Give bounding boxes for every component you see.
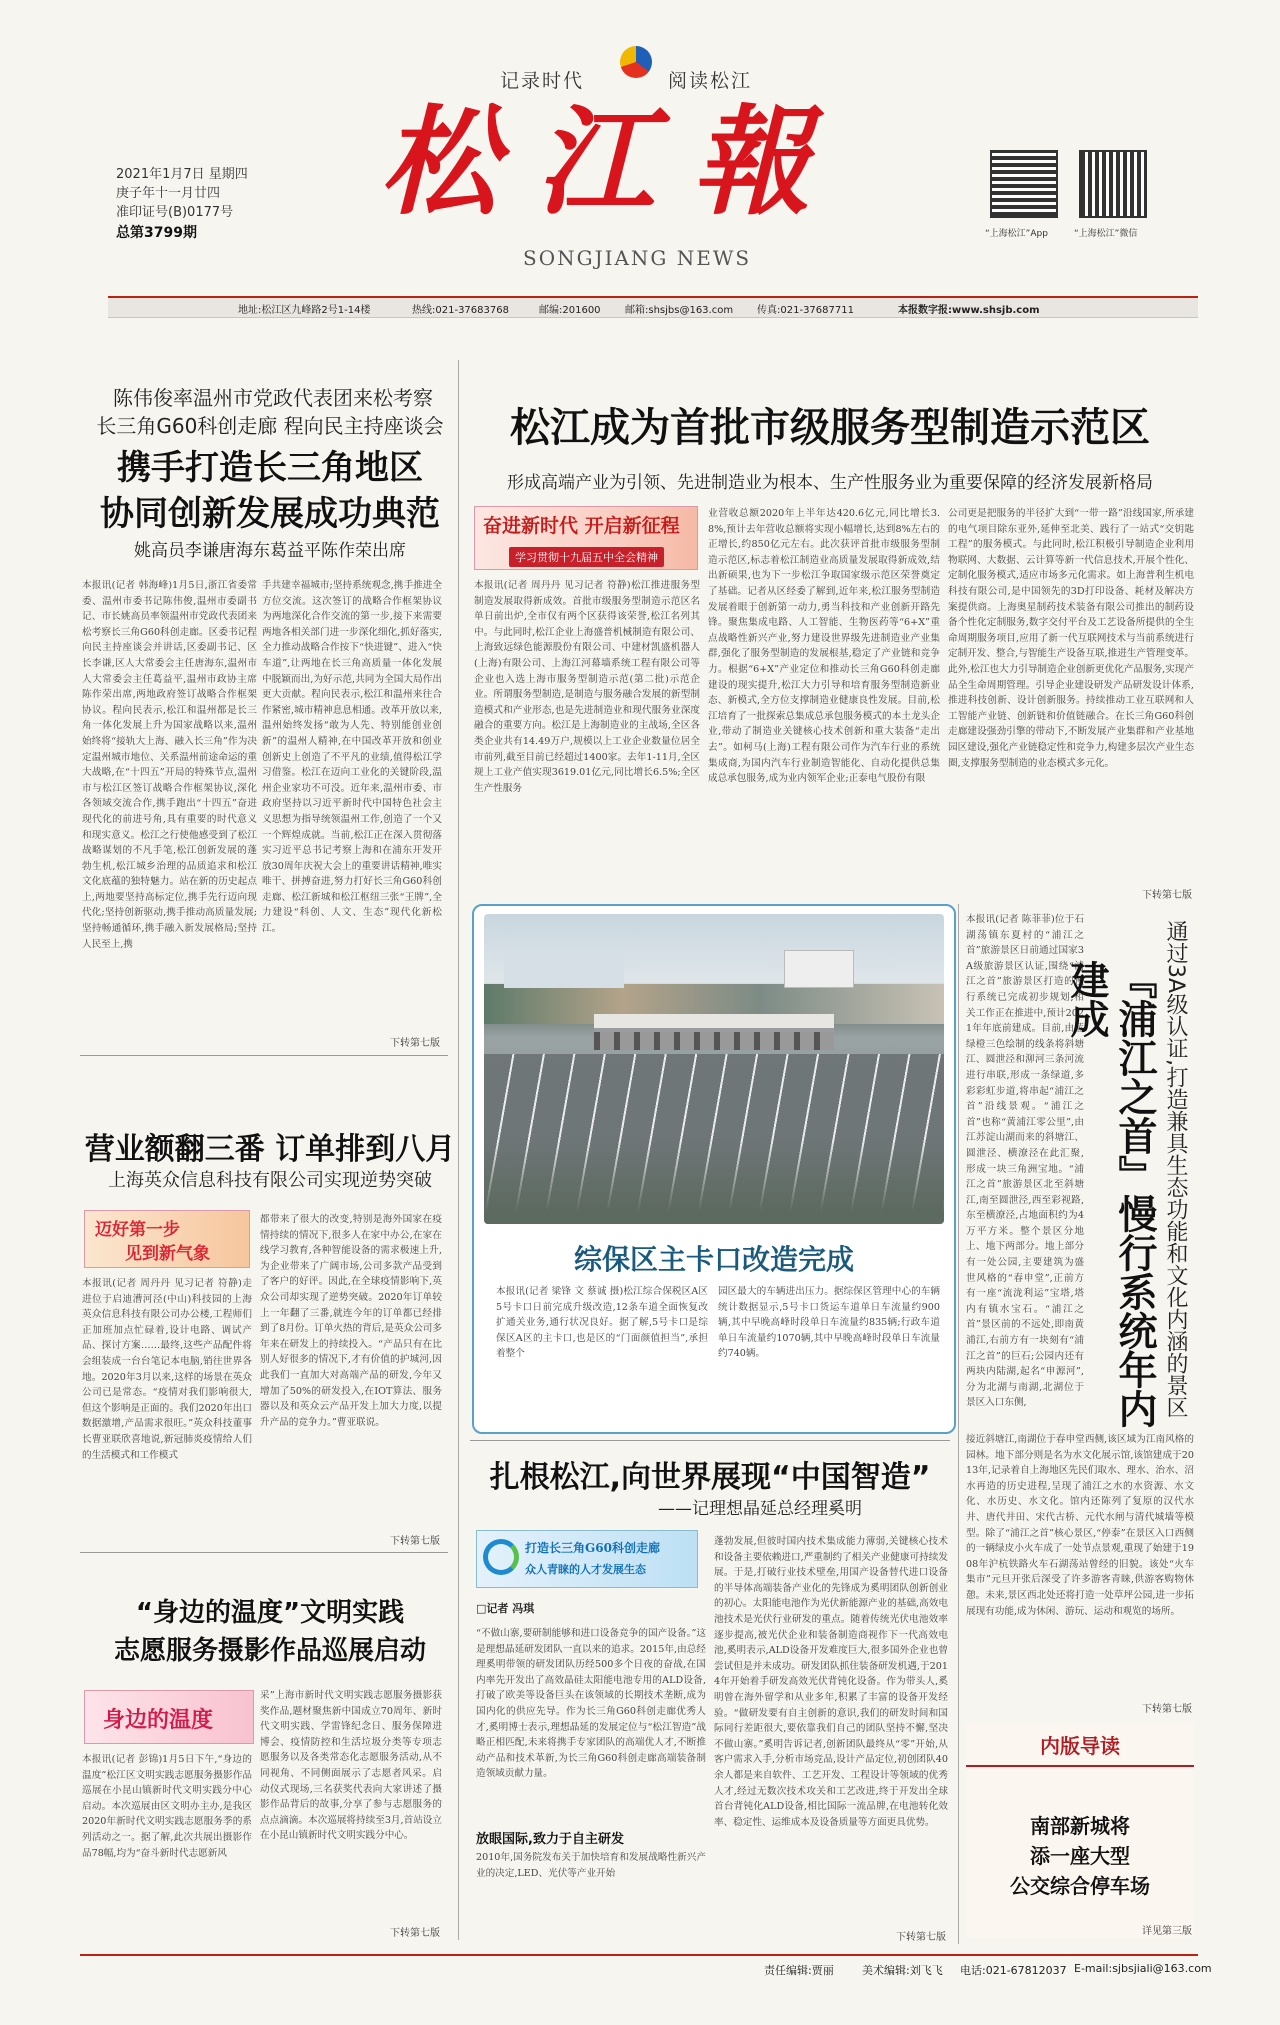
banner-line-2: 众人青睐的人才发展生态 <box>525 1563 646 1576</box>
footer-phone: 电话:021-67812037 <box>960 1964 1067 1977</box>
story3-body-col1: 本报讯(记者 彭锦)1月5日下午,“身边的温度”松江区文明实践志愿服务摄影作品巡展在小昆山镇新时代文明实践分中心启动。本次巡展由区文明办主办,是我区2020年新时代文明实践志愿服务季的系列活动之一。据了解,此次共展出摄影作品78幅,均为“奋斗新时代志愿新风 <box>82 1754 252 1859</box>
slogan-right: 阅读松江 <box>668 70 753 92</box>
story5-subheadline: ——记理想晶延总经理奚明 <box>658 1499 862 1519</box>
story3-banner <box>84 1690 254 1744</box>
lead-body-col1: 本报讯(记者 韩海峰)1月5日,浙江省委常委、温州市委书记陈伟俊,温州市委副书记、市长姚高员率领温州市党政代表团来松考察长三角G60科创走廊。区委书记程向民主持座谈会并讲话,区委副书记、区长李谦,区人大常委会主任唐海东,温州市人大常委会主任葛益平,温州市政协主席陈作荣出席,两地政府签订战略合作框架协议。程向民表示,松江和温州都是长三角一体化发展上升为国家战略以来,温州始终将“接轨大上海、融入长三角”作为决定温州城市地位、关系温州前途命运的重大战略,在“十四五”开局的特殊节点,温州市与松江区签订战略合作框架协议,深化各领域交流合作,携手跑出“十四五”奋进现代化的前进号角,具有重要的时代意义和现实意义。松江之行使他感受到了松江战略谋划的不凡手笔,松江创新发展的蓬勃生机,松江城乡治理的品质追求和松江文化底蕴的独特魅力。站在新的历史起点上,两地要坚持高标定位,携手先行迈向现代化;坚持创新驱动,携手推动高质量发展;坚持畅通循环,携手融入新发展格局;坚持人民至上,携 <box>82 580 257 950</box>
customs-checkpoint-photo <box>484 914 944 1224</box>
guide-header: 内版导读 <box>966 1730 1194 1767</box>
masthead-title-en: SONGJIANG NEWS <box>523 246 752 270</box>
info-email: 邮箱:shsjbs@163.com <box>625 305 734 316</box>
story4-vertical-headline: 『浦江之首』慢行系统年内建成 <box>1064 960 1157 1428</box>
story4-body-col2: 接近斜塘江,南湖位于春申堂西侧,该区域为江南风格的园林。地下部分则是名为水文化展示馆,该馆建成于2013年,记录着自上海地区先民们取水、理水、治水、沼水再造的历史进程,呈现了浦江之水的水资源、水文化、水历史、水文化。馆内还陈列了复原的汉代水井、唐代井田、宋代古桥、元代水闸与清代城墙等模型。除了“浦江之首”核心景区,“停泰”在景区入口西侧的一辆绿皮小火车成了一处节点景观,重现了始建于1908年沪杭铁路火车石湖荡站曾经的旧貌。该处“火车集市”元旦开张后深受了许多游客青睐,供游客购物休憩。未来,景区西北处还将打造一处草坪公园,进一步拓展现有功能,成为休闲、游玩、运动和观览的场所。 <box>966 1434 1194 1617</box>
banner-text: 身边的温度 <box>103 1707 214 1733</box>
story5-body-col2: 2010年,国务院发布关于加快培育和发展战略性新兴产业的决定,LED、光伏等产业开始 <box>476 1852 706 1879</box>
story3-headline-2: 志愿服务摄影作品巡展启动 <box>113 1636 426 1666</box>
main-body-col2: 业营收总额2020年上半年达420.6亿元,同比增长3.8%,预计去年营收总额将实现小幅增长,达到8%左右的正增长,约850亿元左右。此次获评首批市级服务型制造示范区,标志着松江制造业高质量发展取得新成效,结出新硕果,也为下一步松江争取国家级示范区荣誉奠定了基础。记者从区经委了解到,近年来,松江服务型制造发展着眼于创新第一动力,勇当科技和产业创新开路先锋。聚焦集成电路、人工智能、生物医药等“6+X”重点战略性新兴产业,努力建设世界级先进制造业产业集群,强化了服务型制造的发展根基,稳定了产业链和竞争力。根据“6+X”产业定位和推动长三角G60科创走廊建设的现实提升,松江大力引导和培育服务型制造新业态、新模式,全方位支撑制造业健康良性发展。目前,松江培育了一批探索总集成总承包服务模式的本土龙头企业,带动了制造业关键核心技术创新和重大装备“走出去”。如柯马(上海)工程有限公司作为汽车行业的系统集成商,为国内汽车行业制造智能化、自动化提供总集成总承包服务,成为业内领军企业;正泰电气股份有限 <box>708 508 940 785</box>
info-hotline: 热线:021-37683768 <box>412 305 509 316</box>
newspaper-logo-emblem <box>620 46 652 78</box>
permit-number: 准印证号(B)0177号 <box>116 205 234 220</box>
banner-line-1: 打造长三角G60科创走廊 <box>525 1541 660 1555</box>
story5-banner <box>476 1530 698 1588</box>
banner-swirl-icon <box>483 1539 519 1575</box>
lead-headline-2: 协同创新发展成功典范 <box>100 494 440 534</box>
banner-line-2: 学习贯彻十九届五中全会精神 <box>509 547 664 567</box>
story4-continue[interactable]: 下转第七版 <box>1142 1704 1192 1715</box>
lead-continue[interactable]: 下转第七版 <box>390 1038 440 1049</box>
info-fax: 传真:021-37687711 <box>757 305 854 316</box>
main-subheadline: 形成高端产业为引领、先进制造业为根本、生产性服务业为重要保障的经济发展新格局 <box>507 473 1153 493</box>
column-divider <box>458 360 459 1940</box>
photo-headline: 综保区主卡口改造完成 <box>573 1243 854 1276</box>
story5-byline: □记者 冯琪 <box>476 1602 535 1615</box>
guide-item-line-3[interactable]: 公交综合停车场 <box>1010 1874 1150 1898</box>
banner-line-1: 迈好第一步 <box>95 1220 180 1240</box>
story5-section-heading: 放眼国际,致力于自主研发 <box>476 1832 624 1847</box>
lead-kicker-2: 长三角G60科创走廊 程向民主持座谈会 <box>96 414 444 438</box>
banner-line-2: 见到新气象 <box>125 1244 210 1264</box>
story5-continue[interactable]: 下转第七版 <box>896 1932 946 1943</box>
photo-caption-col1: 本报讯(记者 梁锋 文 蔡诚 摄)松江综合保税区A区5号卡口日前完成升级改造,12条车道全面恢复改扩通关业务,通行状况良好。据了解,5号卡口是综保区A区的主卡口,也是区的“门面颜值担当”,承担着整个 <box>496 1286 708 1360</box>
footer-editor: 责任编辑:贾丽 <box>764 1964 834 1977</box>
info-address: 地址:松江区九峰路2号1-14楼 <box>238 305 371 316</box>
slogan-left: 记录时代 <box>500 70 585 92</box>
info-digital-edition: 本报数字报:www.shsjb.com <box>898 305 1040 316</box>
story2-subheadline: 上海英众信息科技有限公司实现逆势突破 <box>108 1170 432 1191</box>
column-divider <box>958 904 959 1944</box>
lead-kicker-1: 陈伟俊率温州市党政代表团来松考察 <box>113 386 433 410</box>
main-body-col3: 公司更是把服务的半径扩大到“一带一路”沿线国家,所承建的电气项目除东亚外,延伸至北美、践行了一站式“交钥匙工程”的服务模式。与此同时,松江积极引导制造企业利用物联网、大数据、云计算等新一代信息技术,开展个性化、定制化服务模式,适应市场多元化需求。如上海普利生机电科技有限公司,是中国领先的3D打印设备、耗材及解决方案提供商。上海奥星制药技术装备有限公司推出的制药设备个性化定制服务,数字交付平台及工艺设备所提供的全生命周期服务项目,应用了新一代互联网技术与当前系统进行定制开发、整合,与智能生产设备互联,推进生产管理变革。此外,松江也大力引导制造企业创新更优化产品服务,实现产品全生命周期管理。引导企业建设研发产品研发设计体系,推进科技创新、设计创新服务。持续推动工业互联网和人工智能产业链、创新链和价值链融合。在长三角G60科创走廊建设强劲引擎的带动下,不断发展产业集群和产业基地园区建设,强化产业链稳定性和竞争力,构建多层次产业生态圈,支撑服务型制造的业态模式多元化。 <box>948 508 1194 769</box>
issue-number: 总第3799期 <box>116 225 197 241</box>
qr-code-wechat[interactable] <box>1081 152 1145 216</box>
info-postcode: 邮编:201600 <box>539 305 601 316</box>
main-continue[interactable]: 下转第七版 <box>1142 890 1192 901</box>
divider <box>470 1440 950 1441</box>
banner-line-1: 奋进新时代 开启新征程 <box>483 515 680 537</box>
qr-label-app: “上海松江”App <box>985 229 1048 239</box>
lead-subheadline: 姚高员李谦唐海东葛益平陈作荣出席 <box>134 541 406 561</box>
story5-headline: 扎根松江,向世界展现“中国智造” <box>489 1460 931 1495</box>
issue-date: 2021年1月7日 星期四 <box>116 167 248 182</box>
story4-body-col1: 本报讯(记者 陈菲菲)位于石湖荡镇东夏村的“浦江之首”旅游景区日前通过国家3A级旅游景区认证,围绕“浦江之首”旅游景区打造的慢行系统已完成初步规划,相关工作正在推进中,预计2021年年底前建成。目前,由蓝绿橙三色绘制的线条将斜塘江、圆泄泾和泖河三条河流进行串联,形成一条绿道,多彩彩虹步道,将串起“浦江之首”沿线景观。“浦江之首”也称“黄浦江零公里”,由江苏淀山湖而来的斜塘江、圆泄泾、横潦泾在此汇聚,形成一块三角洲宝地。“浦江之首”旅游景区北至斜塘江,南至圆泄泾,西至彩视路,东至横潦泾,占地面积约为4万平方米。整个景区分地上、地下两部分。地上部分有一处公园,主要建筑为盛世风格的“春申堂”,正前方有一座“流泷利运”宝塔,塔内有镇水宝石。“浦江之首”景区前的不远处,即南黄浦江,右前方有一块刻有“浦江之首”的巨石;公园内还有两块内陆湖,起名“申源河”,分为北湖与南湖,北湖位于景区入口东侧, <box>966 914 1084 1409</box>
footer-art-editor: 美术编辑:刘飞飞 <box>862 1964 943 1977</box>
guide-item-line-1[interactable]: 南部新城将 <box>1030 1814 1130 1838</box>
qr-code-app[interactable] <box>992 152 1056 216</box>
footer-rule <box>80 1954 1198 1956</box>
qr-label-wechat: “上海松江”微信 <box>1074 229 1138 239</box>
main-headline: 松江成为首批市级服务型制造示范区 <box>510 405 1150 451</box>
story3-body-col2: 采”上海市新时代文明实践志愿服务摄影获奖作品,题材聚焦新中国成立70周年、新时代文明实践、学雷锋纪念日、服务保障进博会、疫情防控和生活垃圾分类等专项志愿服务以及各类常态化志愿服务活动,从不同视角、不同侧面展示了志愿者风采。启动仪式现场,三名获奖代表向大家讲述了摄影作品背后的故事,分享了参与志愿服务的点点滴滴。本次巡展将持续至3月,首站设立在小昆山镇新时代文明实践分中心。 <box>260 1690 442 1842</box>
lead-headline-1: 携手打造长三角地区 <box>117 448 423 488</box>
story2-body-col2: 都带来了很大的改变,特别是海外国家在疫情持续的情况下,很多人在家中办公,在家在线学习教育,各种智能设备的需求极速上升,为企业带来了广阔市场,公司多款产品受到了客户的好评。因此,在全球疫情影响下,英众公司却实现了逆势突破。2020年订单较上一年翻了三番,就连今年的订单都已经排到了8月份。订单火热的背后,是英众公司多年来在研发上的持续投入。“产品只有在比别人好很多的情况下,才有价值的护城河,因此我们一直加大对高端产品的研发,今年又增加了50%的研发投入,在IOT算法、服务器以及和英众云产品开发上加大力度,以提升产品的竞争力。”曹亚联说。 <box>260 1214 442 1428</box>
guide-item-line-2[interactable]: 添一座大型 <box>1030 1844 1130 1868</box>
story2-body-col1: 本报讯(记者 周丹丹 见习记者 符静)走进位于启迪漕河泾(中山)科技园的上海英众信息科技有限公司办公楼,工程师们正加班加点忙碌着,设计电路、调试产品、探讨方案……最终,这些产品配件将会组装成一台台笔记本电脑,销往世界各地。2020年3月以来,这样的场景在英众公司已是常态。“疫情对我们影响很大,但这个影响是正面的。我们2020年出口数据激增,产品需求很旺。”英众科技董事长曹亚联欣喜地说,新冠肺炎疫情给人们的生活模式和工作模式 <box>82 1278 252 1461</box>
divider <box>80 1552 448 1553</box>
masthead-title: 松江報 <box>380 92 849 231</box>
guide-more-link[interactable]: 详见第三版 <box>1142 1926 1192 1937</box>
divider <box>80 1055 448 1056</box>
story2-continue[interactable]: 下转第七版 <box>390 1536 440 1547</box>
lead-body-col2: 手共建幸福城市;坚持系统观念,携手推进全方位交流。这次签订的战略合作框架协议为两地深化合作交流的第一步,接下来需要两地各相关部门进一步深化细化,抓好落实,全力推动战略合作按下“快进键”、进入“快车道”,让两地在长三角高质量一体化发展中脱颖而出,为好示范,共同为全国大局作出更大贡献。程向民表示,松江和温州来往合作紧密,城市精神息息相通。改革开放以来,温州始终发扬“敢为人先、特别能创业创新”的温州人精神,在中国改革开放和创业创新史上创造了不平凡的业绩,值得松江学习借鉴。松江在迈向工业化的关键阶段,温州企业家功不可没。近年来,温州市委、市政府坚持以习近平新时代中国特色社会主义思想为指导统领温州工作,创造了一个又一个辉煌成就。当前,松江正在深入贯彻落实习近平总书记考察上海和在浦东开发开放30周年庆祝大会上的重要讲话精神,唯实唯干、拼搏奋进,努力打好长三角G60科创走廊、松江新城和松江枢纽三张“王牌”,全力建设“科创、人文、生态”现代化新松江。 <box>262 580 442 935</box>
story3-headline-1: “身边的温度”文明实践 <box>135 1598 405 1628</box>
photo-caption-col2: 园区最大的车辆进出压力。据综保区管理中心的车辆统计数据显示,5号卡口货运车道单日车流量约900辆,其中早晚高峰时段单日车流量约835辆;行政车道单日车流量约1070辆,其中早晚高峰时段单日车流量约740辆。 <box>718 1286 940 1360</box>
footer-email: E-mail:sjbsjiali@163.com <box>1074 1962 1212 1975</box>
story3-continue[interactable]: 下转第七版 <box>390 1928 440 1939</box>
main-body-col1: 本报讯(记者 周丹丹 见习记者 符静)松江推进服务型制造发展取得新成效。首批市级服务型制造示范区名单日前出炉,全市仅有两个区获得该荣誉,松江名列其中。与此同时,松江企业上海盛普机械制造有限公司、上海致远绿色能源股份有限公司、中建材凯盛机器人(上海)有限公司、上海江河幕墙系统工程有限公司等企业也入选上海市服务型制造示范(第二批)示范企业。所谓服务型制造,是制造与服务融合发展的新型制造模式和产业形态,也是先进制造业和现代服务业深度融合的重要方向。松江是上海制造业的主战场,全区各类企业共有14.49万户,规模以上工业企业数量位居全市前列,截至目前已经超过1400家。去年1-11月,全区规上工业产值实现3619.01亿元,同比增长6.5%;全区生产性服务 <box>474 580 700 794</box>
main-banner <box>474 506 698 570</box>
lunar-date: 庚子年十一月廿四 <box>116 186 221 201</box>
story5-body-col3: 蓬勃发展,但彼时国内技术集成能力薄弱,关键核心技术和设备主要依赖进口,严重制约了相关产业健康可持续发展。于是,打破行业技术壁垒,用国产设备替代进口设备的半导体高端装备产业化的先锋成为奚明团队创新创业的初心。太阳能电池作为光伏新能源产业的基础,高效电池技术是光伏行业研发的重点。随着传统光伏电池效率逐步提高,被光伏企业和装备制造商视作下一代高效电池,奚明表示,ALD设备开发难度巨大,很多国外企业也曾尝试但是并未成功。研发团队抓住装备研发机遇,于2014年开始着手研发高效光伏背钝化设备。作为带头人,奚明曾在海外留学和从业多年,积累了丰富的设备开发经验。“做研发要有自主创新的意识,我们的研发时间和国际同行差距很大,要依靠我们自己的团队坚持不懈,坚决不做山寨。”奚明告诉记者,创新团队最终从“零”开始,从客户需求入手,分析市场竞品,设计产品定位,初创团队40余人都是来自软件、工艺开发、工程设计等领域的优秀人才,经过无数次技术攻关和工艺改进,终于开发出全球首台背钝化ALD设备,相比国际一流品牌,在电池转化效率、稳定性、运维成本及设备质量等方面更具优势。 <box>714 1536 948 1828</box>
story4-side-title: 通过3A级认证,打造兼具生态功能和文化内涵的景区 <box>1163 920 1188 1419</box>
story2-headline: 营业额翻三番 订单排到八月 <box>84 1132 456 1167</box>
story5-body-col1: “不做山寨,要研制能够和进口设备竞争的国产设备。”这是理想晶延研发团队一直以来的追求。2015年,由总经理奚明带领的研发团队历经500多个日夜的奋战,在国内率先开发出了高效晶硅太阳能电池专用的ALD设备,打破了欧美等设备巨头在该领域的长期技术垄断,成为国内化的供应先导。作为长三角G60科创走廊优秀人才,奚明博士表示,理想晶延的发展定位与“松江智造”战略正相匹配,未来将携手专家团队的高端优人才,不断推动产品和技术革新,为长三角G60科创走廊高端装备制造领域贡献力量。 <box>476 1628 706 1780</box>
story2-banner <box>84 1210 250 1268</box>
